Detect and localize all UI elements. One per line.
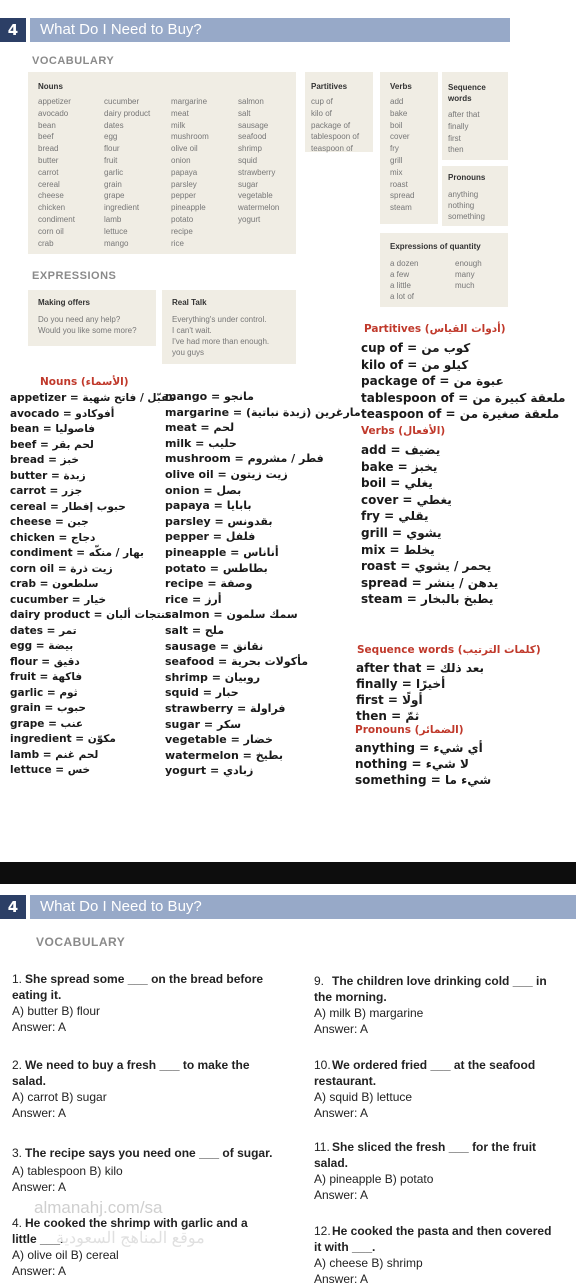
noun-item: parsley [171, 179, 197, 189]
gloss-entry: butter = زبدة [10, 469, 86, 482]
gloss-entry: mushroom = فطر / مشروم [165, 452, 324, 466]
partitive-item: package of [311, 120, 351, 130]
noun-item: cereal [38, 179, 60, 189]
noun-item: corn oil [38, 226, 64, 236]
quantity-item: a little [390, 281, 411, 290]
gloss-entry: finally = أخيرًا [356, 677, 446, 691]
gloss-entry: milk = حليب [165, 436, 237, 450]
noun-item: ingredient [104, 203, 140, 213]
gloss-entry: pineapple = أناناس [165, 546, 279, 559]
partitive-item: teaspoon of [311, 144, 353, 154]
question-answer: Answer: A [12, 1264, 67, 1278]
unit-header [0, 18, 510, 42]
gloss-entry: fruit = فاكهة [10, 671, 83, 683]
gloss-entry: bake = يخبز [361, 459, 438, 474]
noun-item: yogurt [238, 215, 261, 224]
question-answer: Answer: A [12, 1020, 67, 1034]
gloss-entry: papaya = بابايا [165, 499, 252, 513]
gloss-entry: cup of = كوب من [361, 341, 471, 355]
verb-item: grill [390, 156, 403, 165]
real-talk-line: I've had more than enough. [172, 337, 270, 346]
quantity-item: a dozen [390, 259, 419, 268]
pronoun-item: nothing [448, 201, 475, 210]
noun-item: bread [38, 144, 59, 154]
question-stem-cont: the morning. [314, 990, 387, 1004]
sequence-header: Sequence words [448, 83, 486, 103]
gloss-entry: mix = يخلط [361, 542, 435, 557]
question-answer: Answer: A [12, 1106, 67, 1120]
gloss-partitives-title: Partitives (أدوات القياس) [364, 323, 506, 335]
gloss-entry: lamb = لحم غنم [10, 748, 99, 761]
noun-item: grape [104, 191, 125, 201]
question-options: A) pineapple B) potato [314, 1172, 434, 1186]
gloss-entry: grill = يشوي [361, 526, 442, 540]
noun-item: butter [38, 156, 59, 165]
gloss-entry: tablespoon of = ملعقة كبيرة من [361, 390, 566, 405]
noun-item: watermelon [238, 203, 280, 213]
gloss-entry: steam = يطبخ بالبخار [361, 592, 494, 607]
gloss-entry: beef = لحم بقر [10, 438, 94, 451]
verb-item: spread [390, 191, 415, 201]
noun-item: egg [104, 132, 118, 142]
gloss-entry: grape = عنب [10, 717, 84, 730]
noun-item: beef [38, 132, 54, 142]
noun-item: dates [104, 120, 124, 130]
question-stem: The recipe says you need one ___ of sugar. [25, 1146, 273, 1160]
verb-item: bake [390, 108, 408, 118]
verb-item: fry [390, 144, 399, 154]
gloss-entry: parsley = بقدونس [165, 514, 273, 528]
gloss-verbs-title: Verbs (الأفعال) [361, 425, 446, 437]
question-stem-cont: salad. [12, 1074, 47, 1088]
question-answer: Answer: A [314, 1106, 369, 1120]
real-talk-line: I can't wait. [172, 326, 212, 335]
gloss-entry: something = شيء ما [355, 773, 492, 787]
partitive-item: tablespoon of [311, 132, 360, 142]
offer-line: Do you need any help? [38, 315, 121, 324]
gloss-entry: chicken = دجاج [10, 531, 96, 544]
gloss-entry: watermelon = بطيخ [165, 748, 283, 762]
question-stem: The children love drinking cold ___ in [332, 974, 547, 988]
real-talk-line: Everything's under control. [172, 315, 267, 324]
noun-item: grain [104, 179, 122, 189]
noun-item: strawberry [238, 167, 276, 177]
header-separator [26, 18, 30, 42]
question-number: 12. [314, 1224, 331, 1238]
verbs-header: Verbs [390, 82, 412, 91]
gloss-entry: pepper = فلفل [165, 530, 256, 544]
quantity-item: much [455, 281, 475, 290]
question-stem-cont: eating it. [12, 988, 62, 1002]
quantity-item: enough [455, 259, 482, 268]
gloss-entry: dairy product = منتجات ألبان [10, 609, 172, 621]
gloss-entry: condiment = بهار / منكّه [10, 547, 144, 559]
sequence-item: finally [448, 121, 469, 131]
verbs-box [380, 72, 438, 224]
noun-item: salmon [238, 97, 264, 106]
question-answer: Answer: A [314, 1022, 369, 1036]
watermark-latin: almanahj.com/sa [34, 1198, 163, 1217]
question-number: 10. [314, 1058, 331, 1072]
pronouns-header: Pronouns [448, 173, 486, 182]
gloss-entry: carrot = جزر [10, 485, 83, 497]
gloss-entry: potato = بطاطس [165, 561, 268, 575]
watermark-arabic: موقع المناهج السعودية [56, 1230, 205, 1247]
question-answer: Answer: A [314, 1272, 369, 1286]
gloss-entry: appetizer = مقبّل / فاتح شهية [10, 392, 176, 404]
gloss-entry: shrimp = روبيان [165, 670, 261, 684]
verb-item: boil [390, 120, 403, 130]
gloss-entry: seafood = مأكولات بحرية [165, 655, 309, 669]
question-number: 3. [12, 1146, 23, 1160]
gloss-entry: package of = عبوة من [361, 374, 504, 388]
sequence-item: first [448, 133, 461, 143]
gloss-entry: egg = بيضة [10, 640, 74, 652]
gloss-entry: crab = سلطعون [10, 578, 99, 590]
noun-item: dairy product [104, 108, 151, 118]
gloss-entry: squid = حبار [165, 686, 239, 700]
gloss-pronouns-title: Pronouns (الضمائر) [355, 724, 464, 736]
question-stem-cont: little ___. [12, 1232, 64, 1246]
noun-item: fruit [104, 156, 118, 165]
noun-item: pineapple [171, 203, 206, 213]
real-talk-line: you guys [172, 348, 205, 357]
noun-item: papaya [171, 167, 198, 177]
gloss-entry: onion = بصل [165, 483, 242, 497]
gloss-entry: vegetable = خضار [165, 733, 273, 747]
gloss-entry: bean = فاصوليا [10, 423, 96, 435]
unit-title: What Do I Need to Buy? [40, 21, 202, 38]
sequence-item: then [448, 145, 464, 155]
gloss-entry: after that = بعد ذلك [356, 661, 485, 675]
gloss-entry: cereal = حبوب إفطار [10, 500, 126, 513]
pronoun-item: something [448, 212, 485, 221]
gloss-nouns-title: Nouns (الأسماء) [40, 376, 129, 388]
gloss-entry: strawberry = فراولة [165, 702, 286, 715]
question-number: 1. [12, 972, 23, 986]
question-stem: She spread some ___ on the bread before [25, 972, 264, 986]
noun-item: salt [238, 108, 251, 118]
gloss-entry: salt = ملح [165, 624, 225, 637]
gloss-entry: sausage = نقانق [165, 639, 264, 653]
noun-item: margarine [171, 97, 208, 106]
noun-item: mango [104, 238, 129, 248]
partitive-item: kilo of [311, 108, 332, 118]
noun-item: garlic [104, 167, 124, 177]
question-stem-cont: it with ___. [314, 1240, 376, 1254]
making-offers-header: Making offers [38, 298, 91, 307]
noun-item: flour [104, 144, 120, 154]
noun-item: potato [171, 215, 194, 224]
gloss-entry: cucumber = خيار [10, 593, 107, 606]
gloss-entry: add = يضيف [361, 443, 441, 457]
gloss-entry: bread = خبز [10, 454, 79, 466]
question-number: 2. [12, 1058, 23, 1072]
gloss-entry: salmon = سمك سلمون [165, 608, 298, 622]
page-divider [0, 862, 576, 884]
partitive-item: cup of [311, 97, 333, 106]
question-options: A) butter B) flour [12, 1004, 101, 1018]
noun-item: mushroom [171, 132, 209, 142]
noun-item: cheese [38, 191, 64, 201]
question-options: A) tablespoon B) kilo [12, 1164, 123, 1178]
noun-item: lettuce [104, 226, 128, 236]
noun-item: recipe [171, 226, 193, 236]
noun-item: condiment [38, 215, 75, 224]
question-number: 4. [12, 1216, 23, 1230]
verb-item: add [390, 97, 404, 106]
gloss-entry: teaspoon of = ملعقة صغيرة من [361, 407, 560, 421]
question-answer: Answer: A [12, 1180, 67, 1194]
question-stem: We need to buy a fresh ___ to make the [25, 1058, 250, 1072]
question-number: 9. [314, 974, 325, 988]
gloss-entry: kilo of = كيلو من [361, 357, 469, 372]
noun-item: seafood [238, 132, 267, 142]
noun-item: sugar [238, 179, 259, 189]
question-options: A) squid B) lettuce [314, 1090, 413, 1104]
question-options: A) cheese B) shrimp [314, 1256, 423, 1270]
gloss-entry: sugar = سكر [165, 717, 242, 731]
noun-item: vegetable [238, 191, 273, 201]
expressions-heading: EXPRESSIONS [32, 270, 117, 282]
noun-item: pepper [171, 191, 196, 201]
question-options: A) olive oil B) cereal [12, 1248, 119, 1262]
gloss-entry: meat = لحم [165, 421, 235, 435]
noun-item: sausage [238, 120, 269, 130]
question-options: A) carrot B) sugar [12, 1090, 107, 1104]
gloss-entry: garlic = ثوم [10, 686, 78, 699]
unit-number: 4 [0, 18, 26, 42]
noun-item: appetizer [38, 97, 71, 106]
quantity-item: a lot of [390, 292, 415, 301]
gloss-sequence-title: Sequence words (كلمات الترتيب) [357, 644, 541, 656]
gloss-entry: cheese = جبن [10, 516, 89, 528]
question-stem-cont: salad. [314, 1156, 349, 1170]
verb-item: cover [390, 132, 410, 142]
gloss-entry: then = ثمّ [356, 709, 420, 723]
unit-number-2: 4 [0, 895, 26, 919]
unit-title-2: What Do I Need to Buy? [40, 898, 202, 915]
gloss-entry: flour = دقيق [10, 655, 80, 668]
gloss-entry: anything = أي شيء [355, 741, 483, 755]
gloss-entry: rice = أرز [165, 592, 222, 606]
noun-item: chicken [38, 203, 66, 213]
gloss-entry: fry = يقلي [361, 509, 429, 524]
gloss-entry: ingredient = مكوّن [10, 733, 116, 745]
noun-item: cucumber [104, 97, 140, 106]
quantity-item: a few [390, 270, 410, 279]
gloss-entry: grain = حبوب [10, 702, 86, 714]
sequence-item: after that [448, 110, 480, 119]
noun-item: meat [171, 108, 189, 118]
gloss-entry: first = أولًا [356, 693, 423, 707]
question-stem: We ordered fried ___ at the seafood [332, 1058, 536, 1072]
gloss-entry: avocado = أفوكادو [10, 407, 115, 420]
question-options: A) milk B) margarine [314, 1006, 424, 1020]
noun-item: shrimp [238, 144, 263, 154]
noun-item: lamb [104, 215, 122, 224]
vocabulary-heading: VOCABULARY [32, 55, 115, 67]
vocabulary-heading-2: VOCABULARY [36, 935, 126, 949]
gloss-entry: nothing = لا شيء [355, 757, 469, 771]
gloss-entry: dates = تمر [10, 624, 77, 637]
noun-item: olive oil [171, 144, 198, 154]
noun-item: carrot [38, 167, 59, 177]
gloss-entry: recipe = وصفة [165, 577, 253, 591]
noun-item: bean [38, 120, 56, 130]
verb-item: mix [390, 167, 403, 177]
gloss-entry: margarine = مارغرين (زبدة نباتية) [165, 405, 361, 419]
gloss-entry: olive oil = زيت زيتون [165, 468, 288, 481]
gloss-entry: roast = يحمر / يشوي [361, 559, 492, 574]
partitives-header: Partitives [311, 82, 348, 91]
question-answer: Answer: A [314, 1188, 369, 1202]
gloss-entry: mango = مانجو [165, 390, 254, 403]
unit-header-2 [0, 895, 576, 919]
question-number: 11. [314, 1140, 330, 1154]
question-stem: He cooked the pasta and then covered [332, 1224, 552, 1238]
noun-item: milk [171, 120, 186, 130]
verb-item: steam [390, 203, 412, 213]
noun-item: squid [238, 156, 258, 165]
gloss-entry: cover = يغطي [361, 492, 452, 507]
noun-item: crab [38, 238, 54, 248]
header-separator-2 [26, 895, 30, 919]
question-stem: She sliced the fresh ___ for the fruit [332, 1140, 537, 1154]
nouns-header: Nouns [38, 82, 63, 91]
quantity-item: many [455, 270, 475, 279]
verb-item: roast [390, 179, 408, 189]
gloss-entry: boil = يغلي [361, 476, 433, 491]
real-talk-header: Real Talk [172, 298, 207, 307]
quantity-header: Expressions of quantity [390, 242, 481, 251]
offer-line: Would you like some more? [38, 325, 137, 335]
noun-item: avocado [38, 108, 69, 118]
question-stem-cont: restaurant. [314, 1074, 377, 1088]
noun-item: rice [171, 238, 184, 248]
gloss-entry: corn oil = زيت ذرة [10, 562, 113, 575]
question-stem: He cooked the shrimp with garlic and a [25, 1216, 248, 1230]
gloss-entry: yogurt = زبادي [165, 764, 254, 778]
pronoun-item: anything [448, 190, 479, 199]
gloss-entry: spread = يدهن / ينشر [361, 575, 499, 590]
gloss-entry: lettuce = خس [10, 764, 91, 776]
noun-item: onion [171, 156, 191, 165]
